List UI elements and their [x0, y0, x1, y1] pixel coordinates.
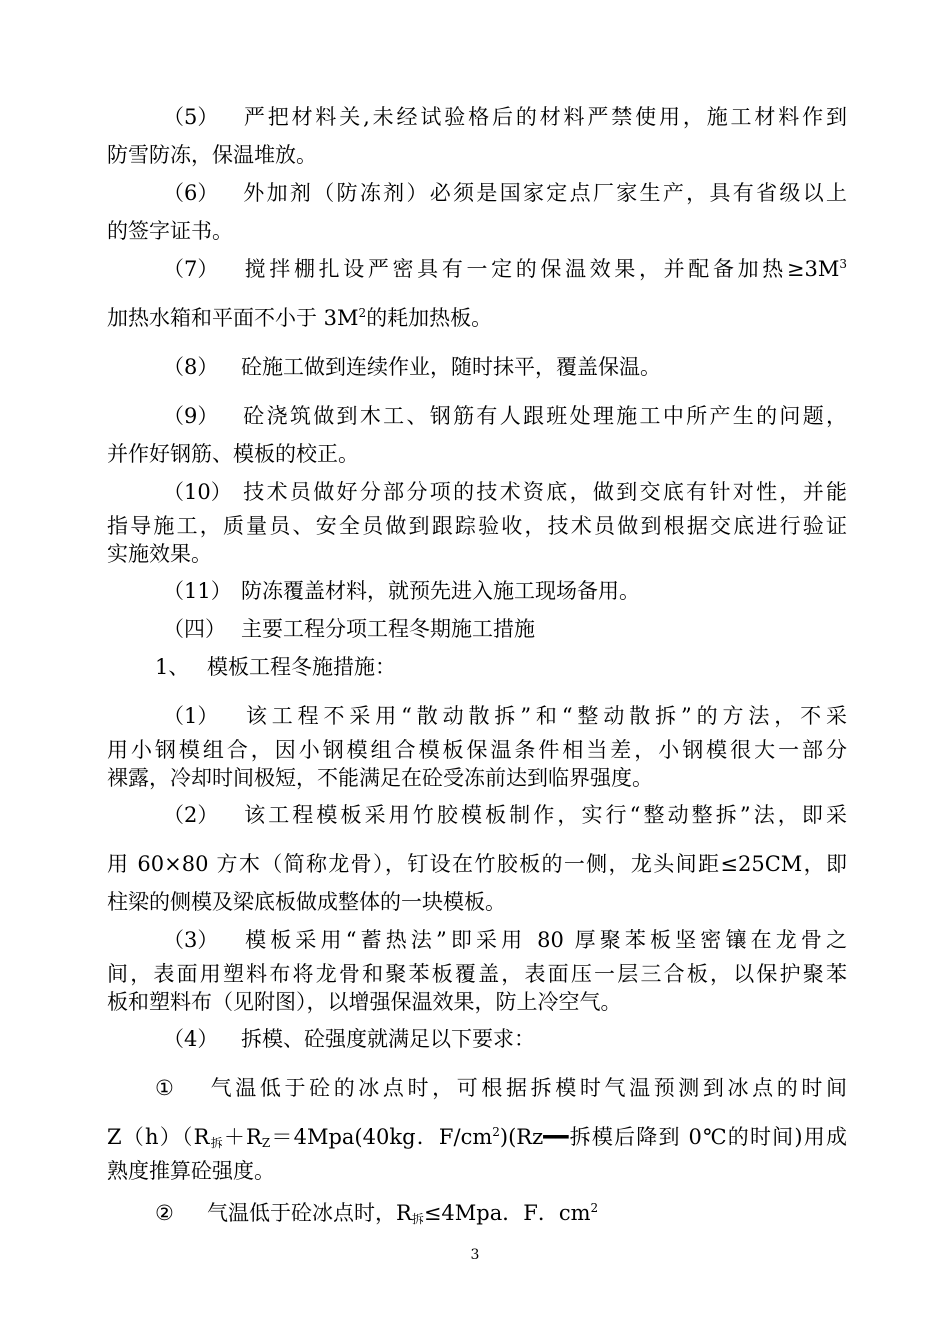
formula-text: ＋R	[223, 1125, 262, 1149]
section-heading-4	[163, 616, 847, 642]
subscript: Z	[261, 1136, 271, 1150]
item-2-line-1	[163, 802, 847, 828]
paragraph-text: 气温低于砼的冰点时，可根据拆模时气温预测到冰点的时间	[207, 1076, 847, 1100]
item-1-line-2: 用小钢模组合，因小钢模组合模板保温条件相当差，小钢模很大一部分	[107, 738, 847, 762]
subsection-number: 1、	[155, 655, 190, 679]
paragraph-text: 加热水箱和平面不小于 3M	[107, 306, 359, 330]
item-number: （4）	[163, 1027, 219, 1051]
item-number: （9）	[163, 404, 219, 428]
page-number: 3	[470, 1247, 480, 1263]
paragraph-text: 拆模、砼强度就满足以下要求：	[241, 1027, 535, 1051]
subsection-title: 模板工程冬施措施：	[207, 655, 396, 679]
superscript: 2	[492, 1125, 500, 1139]
paragraph-5-line-2: 防雪防冻，保温堆放。	[107, 143, 317, 167]
paragraph-6-line-2: 的签字证书。	[107, 219, 233, 243]
paragraph-10-line-2: 指导施工，质量员、安全员做到跟踪验收，技术员做到根据交底进行验证	[107, 514, 847, 538]
circled-item-1-line-1	[155, 1075, 847, 1101]
formula-text: ＝4Mpa(40kg．F/cm	[270, 1125, 493, 1149]
item-number: （6）	[163, 181, 219, 205]
paragraph-5-line-1	[163, 104, 847, 130]
paragraph-10-line-3: 实施效果。	[107, 542, 212, 566]
item-number: （2）	[163, 803, 219, 827]
paragraph-9-line-1	[163, 403, 847, 429]
item-3-line-3: 板和塑料布（见附图），以增强保温效果，防上冷空气。	[107, 990, 622, 1014]
item-2-line-3: 柱梁的侧模及梁底板做成整体的一块模板。	[107, 890, 506, 914]
paragraph-text: 外加剂（防冻剂）必须是国家定点厂家生产，具有省级以上	[241, 181, 847, 205]
item-number: （5）	[163, 105, 219, 129]
item-number: （7）	[163, 257, 219, 281]
circled-number: ①	[155, 1076, 174, 1100]
paragraph-text: 技术员做好分部分项的技术资底，做到交底有针对性，并能	[241, 480, 847, 504]
item-1-line-3: 裸露，冷却时间极短，不能满足在砼受冻前达到临界强度。	[107, 766, 653, 790]
circled-item-2-line-1	[155, 1200, 847, 1226]
section-number: （四）	[163, 617, 226, 641]
paragraph-7-line-1	[163, 256, 847, 282]
subscript: 拆	[411, 1212, 424, 1226]
superscript: 2	[590, 1201, 599, 1215]
paragraph-text: 该工程模板采用竹胶模板制作，实行“整动整拆”法，即采	[241, 803, 847, 827]
circled-item-1-line-2	[107, 1124, 847, 1150]
item-3-line-2: 间，表面用塑料布将龙骨和聚苯板覆盖，表面压一层三合板，以保护聚苯	[107, 962, 847, 986]
paragraph-text: 该工程不采用“散动散拆”和“整动散拆”的方法，不采	[241, 704, 847, 728]
paragraph-11-line-1	[163, 578, 847, 604]
formula-text: Z（h）（R	[107, 1125, 210, 1149]
paragraph-9-line-2: 并作好钢筋、模板的校正。	[107, 442, 359, 466]
circled-number: ②	[155, 1201, 174, 1225]
item-number: （10）	[163, 480, 232, 504]
superscript: 3	[839, 257, 847, 271]
item-number: （8）	[163, 355, 219, 379]
paragraph-8-line-1	[163, 354, 847, 380]
paragraph-text: 严把材料关,未经试验格后的材料严禁使用，施工材料作到	[241, 105, 847, 129]
item-number: （1）	[163, 704, 219, 728]
paragraph-text: 搅拌棚扎设严密具有一定的保温效果，并配备加热≥3M	[241, 257, 840, 281]
circled-item-1-line-3: 熟度推算砼强度。	[107, 1159, 275, 1183]
paragraph-7-line-2	[107, 305, 847, 331]
paragraph-text: 砼施工做到连续作业，随时抹平，覆盖保温。	[241, 355, 661, 379]
item-1-line-1	[163, 703, 847, 729]
formula-text: )(Rz━━拆模后降到 0℃的时间)用成	[499, 1125, 847, 1149]
item-2-line-2: 用 60×80 方木（简称龙骨），钉设在竹胶板的一侧，龙头间距≤25CM，即	[107, 852, 847, 876]
paragraph-text: 砼浇筑做到木工、钢筋有人跟班处理施工中所产生的问题，	[241, 404, 847, 428]
paragraph-text: 模板采用“蓄热法”即采用 80 厚聚苯板坚密镶在龙骨之	[241, 928, 847, 952]
item-number: （11）	[163, 579, 232, 603]
item-number: （3）	[163, 928, 219, 952]
subscript: 拆	[209, 1136, 224, 1150]
paragraph-6-line-1	[163, 180, 847, 206]
paragraph-text: 气温低于砼冰点时，R	[207, 1201, 412, 1225]
superscript: 2	[358, 306, 367, 320]
subsection-heading-1	[155, 654, 847, 680]
section-title: 主要工程分项工程冬期施工措施	[241, 617, 535, 641]
item-4-line-1	[163, 1026, 847, 1052]
item-3-line-1	[163, 927, 847, 953]
paragraph-text: 防冻覆盖材料，就预先进入施工现场备用。	[241, 579, 640, 603]
paragraph-text: ≤4Mpa．F．cm	[423, 1201, 591, 1225]
paragraph-10-line-1	[163, 479, 847, 505]
paragraph-text: 的耗加热板。	[366, 306, 493, 330]
